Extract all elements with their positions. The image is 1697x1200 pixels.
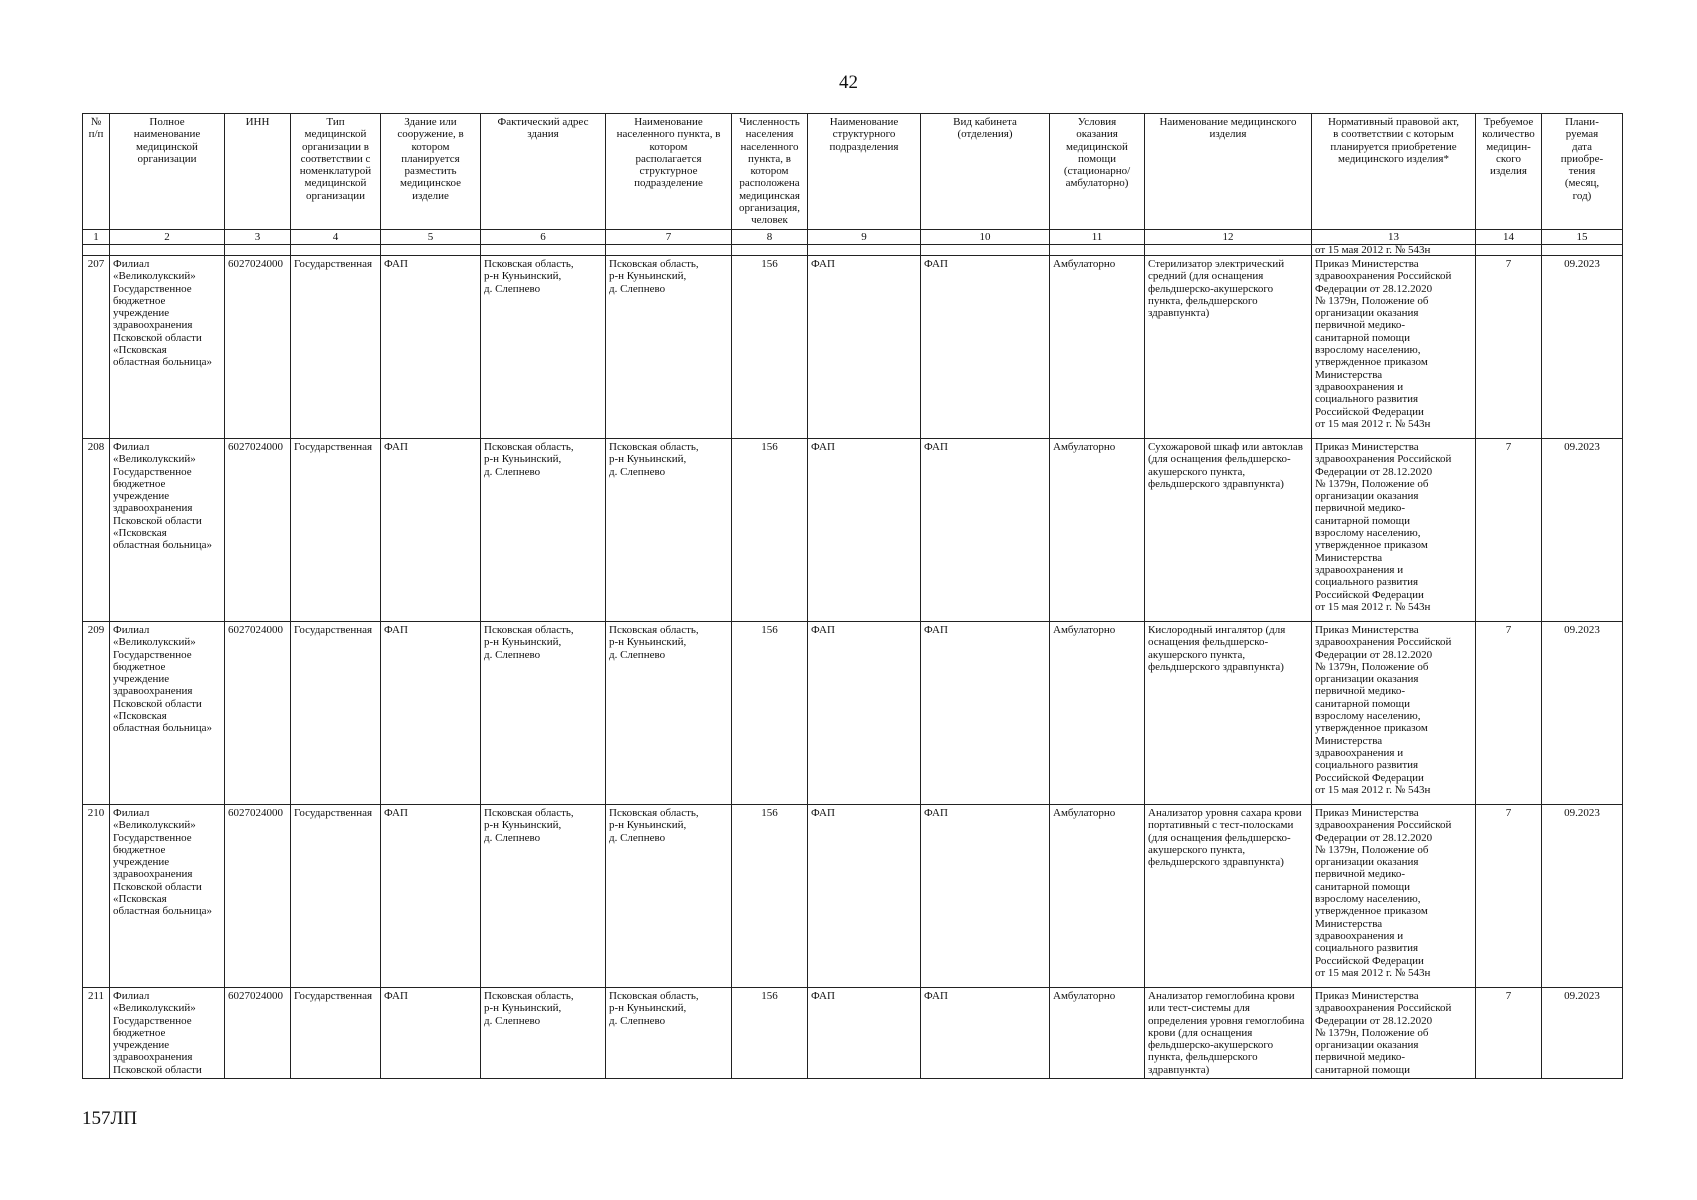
structural-unit: ФАП	[808, 439, 921, 622]
header-cell: Наименование медицинского изделия	[1145, 114, 1312, 230]
column-number: 1	[83, 230, 110, 245]
required-quantity: 7	[1476, 622, 1542, 805]
header-cell: ИНН	[225, 114, 291, 230]
actual-address: Псковская область, р-н Куньинский, д. Слепнево	[481, 988, 606, 1079]
settlement-name: Псковская область, р-н Куньинский, д. Слепнево	[606, 439, 732, 622]
settlement-name: Псковская область, р-н Куньинский, д. Слепнево	[606, 988, 732, 1079]
legal-act: Приказ Министерства здравоохранения Российской Федерации от 28.12.2020 № 1379н, Положение об организации оказания первичной медико- санитарной помощи	[1312, 988, 1476, 1079]
cabinet-type: ФАП	[921, 622, 1050, 805]
legal-act: Приказ Министерства здравоохранения Российской Федерации от 28.12.2020 № 1379н, Положение об организации оказания первичной медико- санитарной помощи взрослому населению, утвержденное приказом Министерства здравоохранения и социального развития Российской Федерации от 15 мая 2012 г. № 543н	[1312, 622, 1476, 805]
header-cell: Требуемое количество медицин- ского изделия	[1476, 114, 1542, 230]
legal-act: Приказ Министерства здравоохранения Российской Федерации от 28.12.2020 № 1379н, Положение об организации оказания первичной медико- санитарной помощи взрослому населению, утвержденное приказом Министерства здравоохранения и социального развития Российской Федерации от 15 мая 2012 г. № 543н	[1312, 805, 1476, 988]
header-cell: Численность населения населенного пункта, в котором расположена медицинская организация, человек	[732, 114, 808, 230]
table-row	[83, 439, 1623, 622]
organization-type: Государственная	[291, 988, 381, 1079]
table-header-row	[83, 114, 1623, 230]
column-number: 4	[291, 230, 381, 245]
population: 156	[732, 256, 808, 439]
planned-date: 09.2023	[1542, 988, 1623, 1079]
row-number: 208	[83, 439, 110, 622]
care-conditions: Амбулаторно	[1050, 988, 1145, 1079]
table-row	[83, 988, 1623, 1079]
medical-device-name: Сухожаровой шкаф или автоклав (для оснащения фельдшерско-акушерского пункта, фельдшерского здравпункта)	[1145, 439, 1312, 622]
care-conditions: Амбулаторно	[1050, 256, 1145, 439]
organization-type: Государственная	[291, 439, 381, 622]
column-number: 11	[1050, 230, 1145, 245]
actual-address: Псковская область, р-н Куньинский, д. Слепнево	[481, 622, 606, 805]
population: 156	[732, 439, 808, 622]
planned-date: 09.2023	[1542, 439, 1623, 622]
required-quantity: 7	[1476, 439, 1542, 622]
care-conditions: Амбулаторно	[1050, 439, 1145, 622]
structural-unit: ФАП	[808, 256, 921, 439]
medical-device-name: Кислородный ингалятор (для оснащения фельдшерско-акушерского пункта, фельдшерского здравпункта)	[1145, 622, 1312, 805]
organization-name: Филиал «Великолукский» Государственное бюджетное учреждение здравоохранения Псковской области «Псковская областная больница»	[110, 805, 225, 988]
row-number: 209	[83, 622, 110, 805]
header-cell: Наименование населенного пункта, в котором располагается структурное подразделение	[606, 114, 732, 230]
medical-device-name: Анализатор гемоглобина крови или тест-системы для определения уровня гемоглобина крови (для оснащения фельдшерско-акушерского пункта, фельдшерского здравпункта)	[1145, 988, 1312, 1079]
page-number: 42	[839, 72, 858, 93]
medical-device-register-table	[82, 113, 1623, 1079]
organization-type: Государственная	[291, 805, 381, 988]
inn: 6027024000	[225, 256, 291, 439]
required-quantity: 7	[1476, 988, 1542, 1079]
column-number: 10	[921, 230, 1050, 245]
column-number: 8	[732, 230, 808, 245]
header-cell: Здание или сооружение, в котором планируется разместить медицинское изделие	[381, 114, 481, 230]
legal-act: Приказ Министерства здравоохранения Российской Федерации от 28.12.2020 № 1379н, Положение об организации оказания первичной медико- санитарной помощи взрослому населению, утвержденное приказом Министерства здравоохранения и социального развития Российской Федерации от 15 мая 2012 г. № 543н	[1312, 256, 1476, 439]
row-number: 210	[83, 805, 110, 988]
settlement-name: Псковская область, р-н Куньинский, д. Слепнево	[606, 805, 732, 988]
building: ФАП	[381, 988, 481, 1079]
actual-address: Псковская область, р-н Куньинский, д. Слепнево	[481, 256, 606, 439]
organization-type: Государственная	[291, 622, 381, 805]
column-number: 6	[481, 230, 606, 245]
organization-type: Государственная	[291, 256, 381, 439]
inn: 6027024000	[225, 439, 291, 622]
column-number-row	[83, 230, 1623, 245]
column-number: 15	[1542, 230, 1623, 245]
carryover-legal-act: от 15 мая 2012 г. № 543н	[1312, 245, 1476, 256]
care-conditions: Амбулаторно	[1050, 805, 1145, 988]
column-number: 7	[606, 230, 732, 245]
population: 156	[732, 805, 808, 988]
cabinet-type: ФАП	[921, 439, 1050, 622]
planned-date: 09.2023	[1542, 622, 1623, 805]
column-number: 2	[110, 230, 225, 245]
building: ФАП	[381, 256, 481, 439]
column-number: 5	[381, 230, 481, 245]
building: ФАП	[381, 805, 481, 988]
required-quantity: 7	[1476, 256, 1542, 439]
column-number: 3	[225, 230, 291, 245]
column-number: 13	[1312, 230, 1476, 245]
cabinet-type: ФАП	[921, 988, 1050, 1079]
cabinet-type: ФАП	[921, 805, 1050, 988]
document-footer-code: 157ЛП	[82, 1108, 138, 1129]
inn: 6027024000	[225, 622, 291, 805]
table-row	[83, 805, 1623, 988]
column-number: 12	[1145, 230, 1312, 245]
organization-name: Филиал «Великолукский» Государственное бюджетное учреждение здравоохранения Псковской области «Псковская областная больница»	[110, 439, 225, 622]
structural-unit: ФАП	[808, 988, 921, 1079]
organization-name: Филиал «Великолукский» Государственное бюджетное учреждение здравоохранения Псковской области «Псковская областная больница»	[110, 256, 225, 439]
header-cell: Нормативный правовой акт, в соответствии с которым планируется приобретение медицинского изделия*	[1312, 114, 1476, 230]
building: ФАП	[381, 439, 481, 622]
required-quantity: 7	[1476, 805, 1542, 988]
settlement-name: Псковская область, р-н Куньинский, д. Слепнево	[606, 256, 732, 439]
header-cell: Плани- руемая дата приобре- тения (месяц, год)	[1542, 114, 1623, 230]
column-number: 9	[808, 230, 921, 245]
header-cell: Полное наименование медицинской организации	[110, 114, 225, 230]
carryover-row	[83, 245, 1623, 256]
row-number: 211	[83, 988, 110, 1079]
actual-address: Псковская область, р-н Куньинский, д. Слепнево	[481, 805, 606, 988]
structural-unit: ФАП	[808, 622, 921, 805]
header-cell: Вид кабинета (отделения)	[921, 114, 1050, 230]
column-number: 14	[1476, 230, 1542, 245]
settlement-name: Псковская область, р-н Куньинский, д. Слепнево	[606, 622, 732, 805]
organization-name: Филиал «Великолукский» Государственное бюджетное учреждение здравоохранения Псковской области	[110, 988, 225, 1079]
cabinet-type: ФАП	[921, 256, 1050, 439]
building: ФАП	[381, 622, 481, 805]
table-row	[83, 622, 1623, 805]
header-cell: № п/п	[83, 114, 110, 230]
header-cell: Условия оказания медицинской помощи (стационарно/ амбулаторно)	[1050, 114, 1145, 230]
structural-unit: ФАП	[808, 805, 921, 988]
header-cell: Тип медицинской организации в соответствии с номенклатурой медицинской организации	[291, 114, 381, 230]
medical-device-name: Стерилизатор электрический средний (для оснащения фельдшерско-акушерского пункта, фельдшерского здравпункта)	[1145, 256, 1312, 439]
planned-date: 09.2023	[1542, 805, 1623, 988]
row-number: 207	[83, 256, 110, 439]
medical-device-name: Анализатор уровня сахара крови портативный с тест-полосками (для оснащения фельдшерско-акушерского пункта, фельдшерского здравпункта)	[1145, 805, 1312, 988]
inn: 6027024000	[225, 805, 291, 988]
care-conditions: Амбулаторно	[1050, 622, 1145, 805]
population: 156	[732, 622, 808, 805]
actual-address: Псковская область, р-н Куньинский, д. Слепнево	[481, 439, 606, 622]
header-cell: Наименование структурного подразделения	[808, 114, 921, 230]
inn: 6027024000	[225, 988, 291, 1079]
organization-name: Филиал «Великолукский» Государственное бюджетное учреждение здравоохранения Псковской области «Псковская областная больница»	[110, 622, 225, 805]
header-cell: Фактический адрес здания	[481, 114, 606, 230]
population: 156	[732, 988, 808, 1079]
table-row	[83, 256, 1623, 439]
planned-date: 09.2023	[1542, 256, 1623, 439]
legal-act: Приказ Министерства здравоохранения Российской Федерации от 28.12.2020 № 1379н, Положение об организации оказания первичной медико- санитарной помощи взрослому населению, утвержденное приказом Министерства здравоохранения и социального развития Российской Федерации от 15 мая 2012 г. № 543н	[1312, 439, 1476, 622]
